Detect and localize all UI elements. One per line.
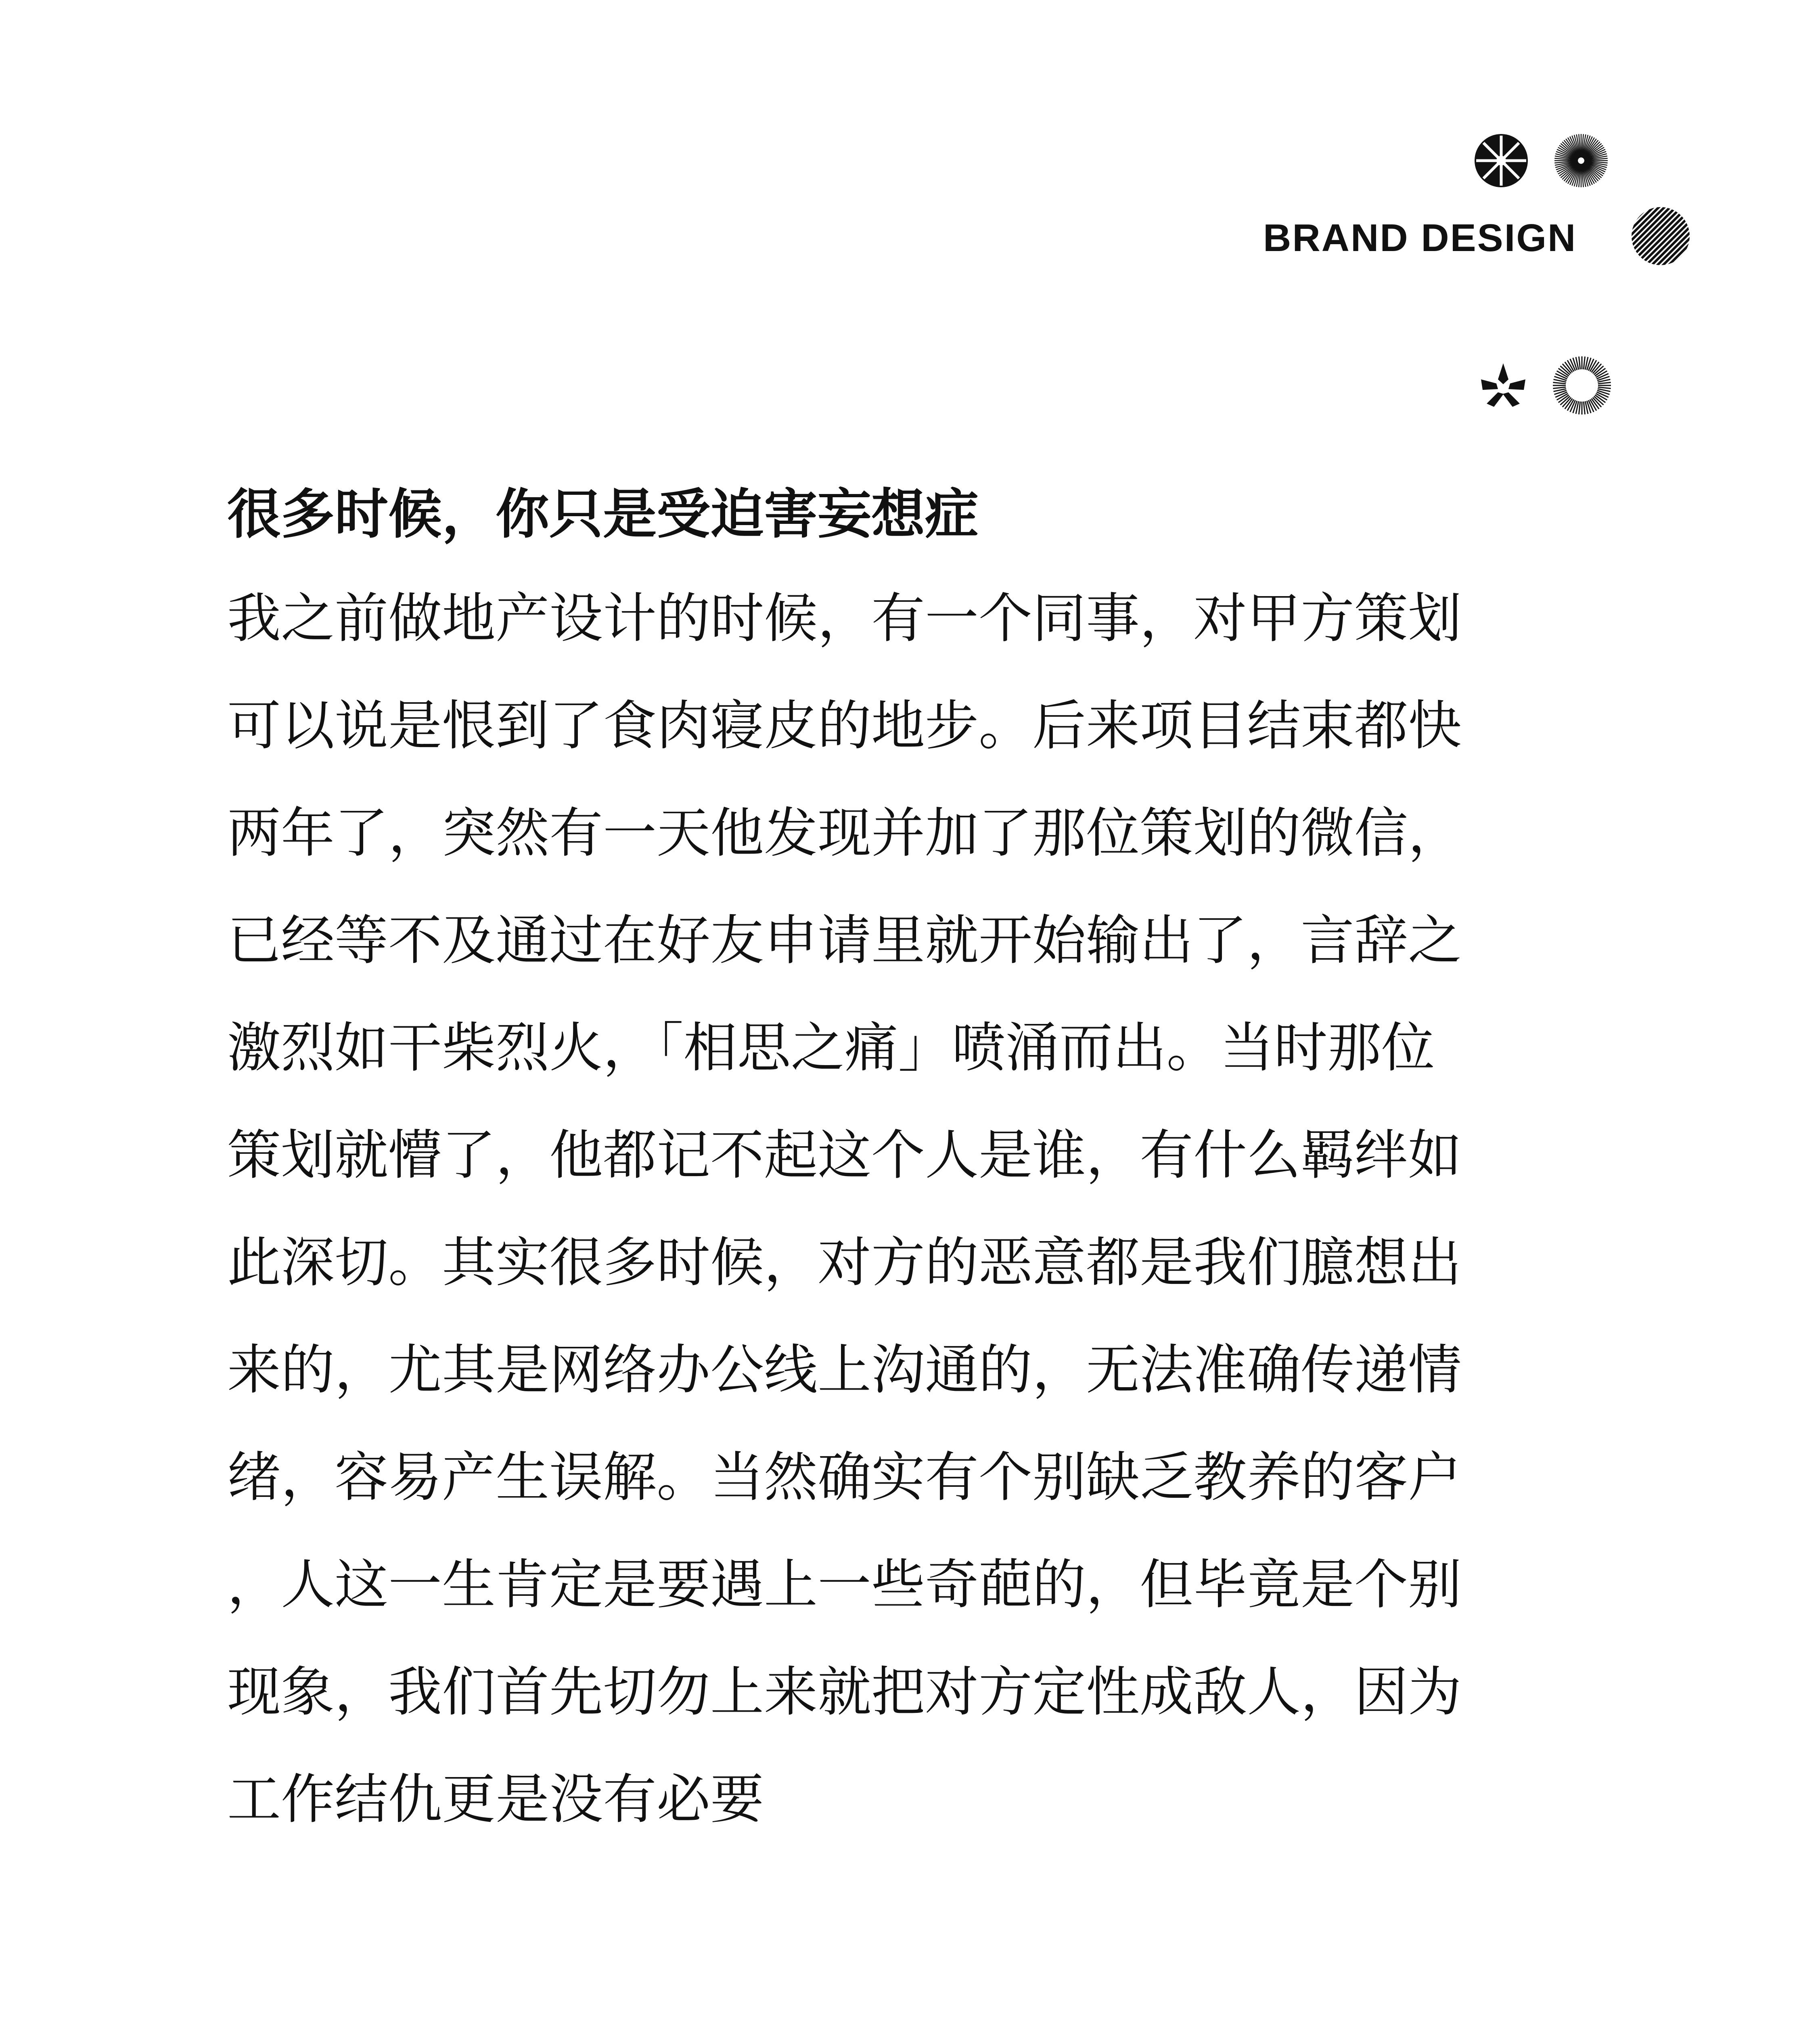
article-line: 工作结仇更是没有必要	[227, 1769, 764, 1831]
article-title: 很多时候，你只是受迫害妄想症	[227, 484, 979, 546]
chevron-star-icon	[1473, 355, 1533, 416]
article-line: 现象，我们首先切勿上来就把对方定性成敌人，因为	[227, 1661, 1462, 1723]
article-line: 我之前做地产设计的时候，有一个同事，对甲方策划	[227, 588, 1462, 650]
article-line: 来的，尤其是网络办公线上沟通的，无法准确传递情	[227, 1339, 1462, 1401]
article-line: ，人这一生肯定是要遇上一些奇葩的，但毕竟是个别	[227, 1554, 1462, 1616]
sunburst-circle-icon	[1474, 133, 1529, 188]
article-line: 此深切。其实很多时候，对方的恶意都是我们臆想出	[227, 1232, 1462, 1294]
ring-burst-icon	[1552, 355, 1612, 416]
article-line: 策划就懵了，他都记不起这个人是谁，有什么羁绊如	[227, 1124, 1462, 1187]
article-line: 可以说是恨到了食肉寝皮的地步。后来项目结束都快	[227, 695, 1462, 757]
article-line: 已经等不及通过在好友申请里就开始输出了，言辞之	[227, 910, 1462, 972]
radial-lines-circle-icon	[1554, 133, 1609, 188]
article-line: 激烈如干柴烈火，「相思之痛」喷涌而出。当时那位	[227, 1017, 1435, 1079]
diagonal-stripes-circle-icon	[1630, 206, 1691, 266]
article-line: 绪，容易产生误解。当然确实有个别缺乏教养的客户	[227, 1447, 1462, 1509]
article-body	[227, 565, 1607, 1853]
brand-design-label: BRAND DESIGN	[1263, 216, 1577, 260]
article	[227, 476, 1607, 1853]
article-line: 两年了，突然有一天他发现并加了那位策划的微信，	[227, 802, 1462, 865]
